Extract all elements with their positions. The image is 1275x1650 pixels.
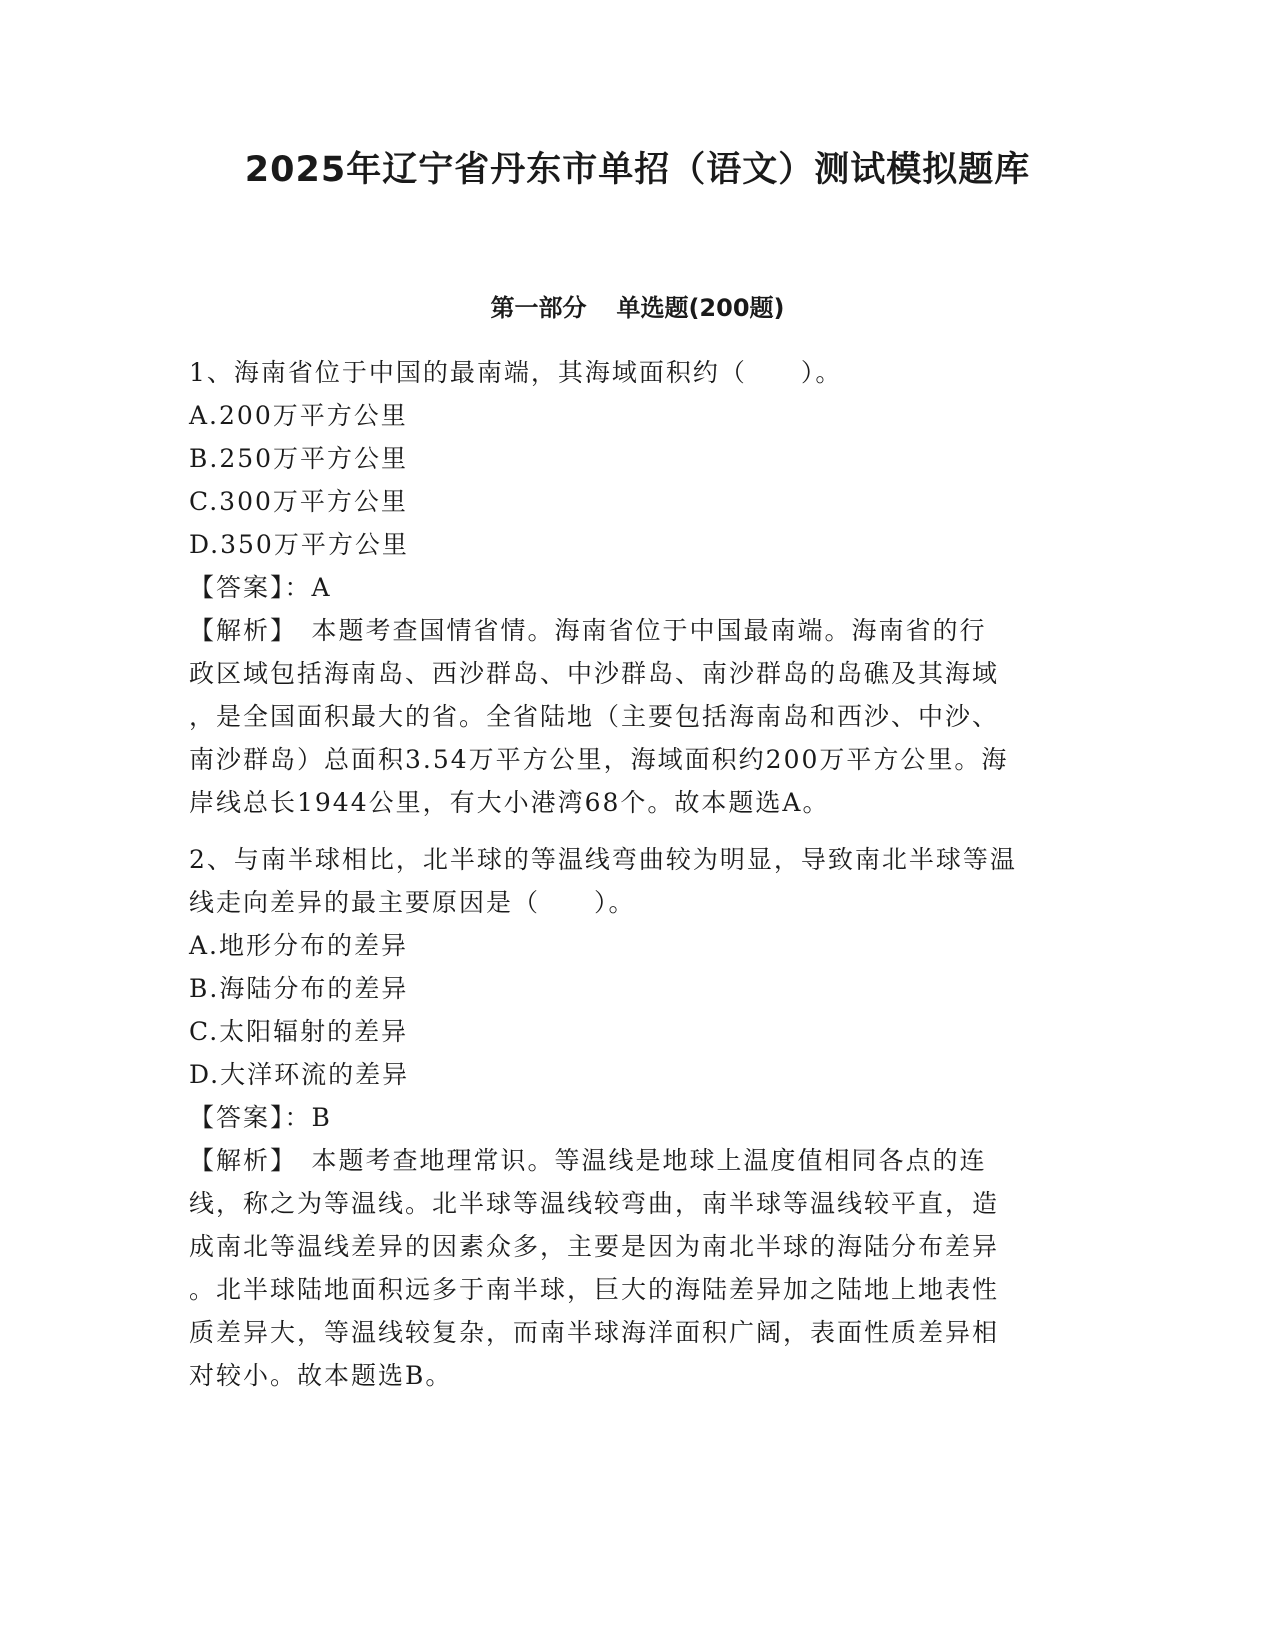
section-heading (0, 290, 1275, 326)
analysis-line: 。北半球陆地面积远多于南半球，巨大的海陆差异加之陆地上地表性 (189, 1275, 1000, 1304)
answer-label: 【答案】： (189, 1103, 312, 1132)
option-d: D.350万平方公里 (189, 530, 409, 559)
answer-line (189, 1096, 1079, 1139)
answer-line (189, 566, 1079, 609)
analysis-line: 质差异大，等温线较复杂，而南半球海洋面积广阔，表面性质差异相 (189, 1318, 1000, 1347)
option-b: B.250万平方公里 (189, 444, 409, 473)
question-stem: 线走向差异的最主要原因是（ ）。 (189, 888, 636, 917)
analysis-text: 本题考查地理常识。等温线是地球上温度值相同各点的连 (284, 1146, 987, 1175)
document-title: 2025年辽宁省丹东市单招（语文）测试模拟题库 (244, 150, 1031, 190)
analysis-line: 南沙群岛）总面积3.54万平方公里，海域面积约200万平方公里。海 (189, 745, 1009, 774)
option-a: A.200万平方公里 (189, 401, 408, 430)
option-c: C.300万平方公里 (189, 487, 408, 516)
analysis-line: ，是全国面积最大的省。全省陆地（主要包括海南岛和西沙、中沙、 (189, 702, 1000, 731)
question-stem: 1、海南省位于中国的最南端，其海域面积约（ ）。 (189, 358, 843, 387)
analysis-line: 线，称之为等温线。北半球等温线较弯曲，南半球等温线较平直，造 (189, 1189, 1000, 1218)
question-stem: 2、与南半球相比，北半球的等温线弯曲较为明显，导致南北半球等温 (189, 845, 1017, 874)
section-name: 单选题(200题) (616, 294, 785, 322)
option-a: A.地形分布的差异 (189, 931, 409, 960)
question-spacer (189, 824, 1079, 838)
option-b: B.海陆分布的差异 (189, 974, 409, 1003)
analysis-label: 【解析】 (189, 1146, 285, 1175)
question-2 (189, 838, 1079, 1397)
analysis-line: 岸线总长1944公里，有大小港湾68个。故本题选A。 (189, 788, 830, 817)
answer-value: B (311, 1103, 332, 1132)
analysis-line (189, 609, 1079, 652)
analysis-line: 成南北等温线差异的因素众多，主要是因为南北半球的海陆分布差异 (189, 1232, 1000, 1261)
answer-value: A (311, 573, 332, 602)
section-part: 第一部分 (490, 294, 587, 322)
analysis-line (189, 1139, 1079, 1182)
analysis-line: 对较小。故本题选B。 (189, 1361, 453, 1390)
analysis-label: 【解析】 (189, 616, 285, 645)
question-list (189, 351, 1079, 1397)
analysis-text: 本题考查国情省情。海南省位于中国最南端。海南省的行 (284, 616, 987, 645)
question-1 (189, 351, 1079, 824)
option-d: D.大洋环流的差异 (189, 1060, 410, 1089)
analysis-line: 政区域包括海南岛、西沙群岛、中沙群岛、南沙群岛的岛礁及其海域 (189, 659, 1000, 688)
answer-label: 【答案】： (189, 573, 312, 602)
option-c: C.太阳辐射的差异 (189, 1017, 409, 1046)
